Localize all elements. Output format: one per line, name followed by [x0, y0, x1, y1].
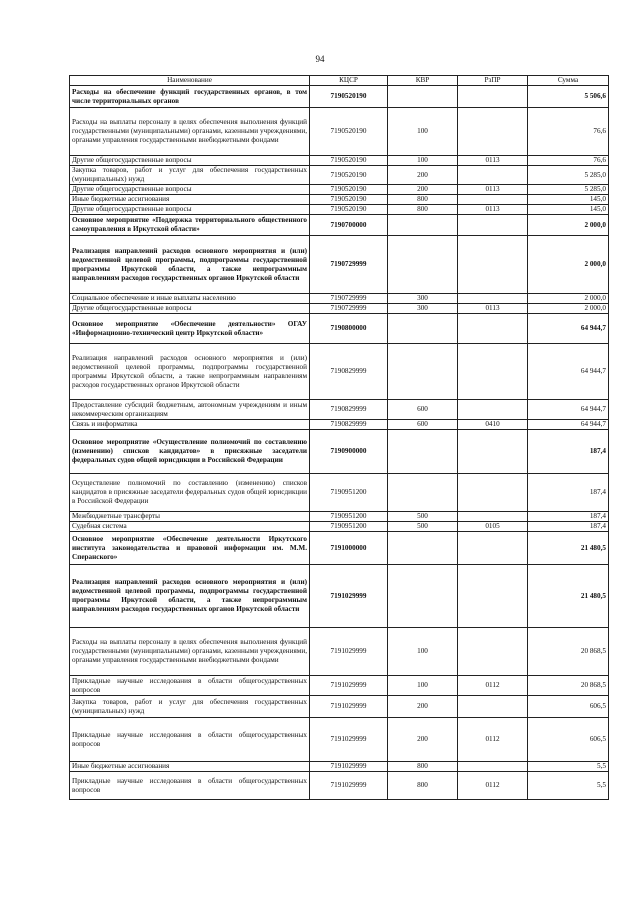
- cell-name: Расходы на выплаты персоналу в целях обеспечения выполнения функций государственными (муниципальными) органами, казенными учреждениями, органами управления государственными внебюджетными фондами: [70, 108, 310, 156]
- table-row: [70, 108, 609, 156]
- cell-name: Межбюджетные трансферты: [70, 512, 310, 522]
- cell-rzpr: [458, 294, 528, 304]
- cell-sum: 76,6: [528, 156, 609, 166]
- cell-kcsr: 7191029999: [310, 696, 388, 718]
- cell-kvr: 600: [388, 420, 458, 430]
- cell-sum: 2 000,0: [528, 236, 609, 294]
- cell-kcsr: 7190800000: [310, 314, 388, 344]
- cell-sum: 187,4: [528, 474, 609, 512]
- cell-sum: 187,4: [528, 430, 609, 474]
- cell-kcsr: 7190729999: [310, 304, 388, 314]
- cell-name: Иные бюджетные ассигнования: [70, 762, 310, 772]
- cell-rzpr: [458, 474, 528, 512]
- cell-name: Иные бюджетные ассигнования: [70, 195, 310, 205]
- cell-name: Осуществление полномочий по составлению (изменению) списков кандидатов в присяжные заседатели федеральных судов общей юрисдикции в Российской Федерации: [70, 474, 310, 512]
- table-row: [70, 420, 609, 430]
- table-row: [70, 344, 609, 400]
- cell-kvr: 200: [388, 718, 458, 762]
- cell-kcsr: 7190520190: [310, 166, 388, 185]
- cell-kcsr: 7190829999: [310, 400, 388, 420]
- cell-sum: 187,4: [528, 512, 609, 522]
- cell-rzpr: [458, 215, 528, 236]
- cell-kvr: 200: [388, 696, 458, 718]
- cell-name: Расходы на обеспечение функций государственных органов, в том числе территориальных органов: [70, 86, 310, 108]
- cell-rzpr: [458, 86, 528, 108]
- cell-sum: 5,5: [528, 762, 609, 772]
- cell-sum: 5 285,0: [528, 166, 609, 185]
- cell-kvr: 600: [388, 400, 458, 420]
- table-row: [70, 696, 609, 718]
- cell-sum: 145,0: [528, 195, 609, 205]
- cell-kcsr: 7190951200: [310, 522, 388, 532]
- table-row: [70, 522, 609, 532]
- cell-rzpr: [458, 108, 528, 156]
- cell-rzpr: [458, 236, 528, 294]
- cell-kvr: 100: [388, 108, 458, 156]
- cell-name: Социальное обеспечение и иные выплаты населению: [70, 294, 310, 304]
- cell-name: Основное мероприятие «Обеспечение деятельности» ОГАУ «Информационно-технический центр Иркутской области»: [70, 314, 310, 344]
- cell-kcsr: 7191029999: [310, 762, 388, 772]
- table-row: [70, 762, 609, 772]
- cell-rzpr: [458, 195, 528, 205]
- table-row: [70, 205, 609, 215]
- table-row: [70, 772, 609, 800]
- cell-sum: 21 480,5: [528, 532, 609, 565]
- cell-sum: 145,0: [528, 205, 609, 215]
- cell-rzpr: [458, 314, 528, 344]
- cell-kvr: 200: [388, 166, 458, 185]
- cell-kvr: [388, 344, 458, 400]
- table-row: [70, 215, 609, 236]
- cell-name: Связь и информатика: [70, 420, 310, 430]
- col-header-kcsr: КЦСР: [310, 76, 388, 86]
- cell-kcsr: 7190520190: [310, 205, 388, 215]
- cell-name: Другие общегосударственные вопросы: [70, 185, 310, 195]
- cell-sum: 64 944,7: [528, 400, 609, 420]
- table-row: [70, 195, 609, 205]
- table-row: [70, 304, 609, 314]
- cell-sum: 21 480,5: [528, 565, 609, 628]
- cell-name: Основное мероприятие «Осуществление полномочий по составлению (изменению) списков кандидатов» в присяжные заседатели федеральных судов общей юрисдикции в Российской Федерации: [70, 430, 310, 474]
- cell-rzpr: [458, 166, 528, 185]
- cell-kvr: 800: [388, 205, 458, 215]
- cell-sum: 76,6: [528, 108, 609, 156]
- cell-sum: 2 000,0: [528, 215, 609, 236]
- cell-sum: 606,5: [528, 718, 609, 762]
- cell-name: Другие общегосударственные вопросы: [70, 304, 310, 314]
- cell-kcsr: 7190700000: [310, 215, 388, 236]
- cell-sum: 64 944,7: [528, 420, 609, 430]
- cell-kvr: [388, 215, 458, 236]
- table-row: [70, 166, 609, 185]
- cell-kcsr: 7191029999: [310, 718, 388, 762]
- cell-rzpr: [458, 512, 528, 522]
- cell-sum: 20 868,5: [528, 628, 609, 676]
- page-number: 94: [315, 54, 325, 64]
- cell-name: Прикладные научные исследования в области общегосударственных вопросов: [70, 718, 310, 762]
- cell-name: Реализация направлений расходов основного мероприятия и (или) ведомственной целевой программы, подпрограммы государственной программы Иркутской области, а также непрограммным направлениям расходов государственных органов Иркутской области: [70, 344, 310, 400]
- cell-name: Предоставление субсидий бюджетным, автономным учреждениям и иным некоммерческим организациям: [70, 400, 310, 420]
- cell-name: Основное мероприятие «Обеспечение деятельности Иркутского института законодательства и правовой информации им. М.М. Сперанского»: [70, 532, 310, 565]
- cell-name: Закупка товаров, работ и услуг для обеспечения государственных (муниципальных) нужд: [70, 696, 310, 718]
- cell-kcsr: 7191029999: [310, 565, 388, 628]
- cell-kvr: 100: [388, 156, 458, 166]
- cell-rzpr: [458, 430, 528, 474]
- cell-kvr: 500: [388, 512, 458, 522]
- cell-name: Расходы на выплаты персоналу в целях обеспечения выполнения функций государственными (муниципальными) органами, казенными учреждениями, органами управления государственными внебюджетными фондами: [70, 628, 310, 676]
- cell-rzpr: [458, 400, 528, 420]
- cell-kcsr: 7191029999: [310, 772, 388, 800]
- cell-kvr: [388, 314, 458, 344]
- cell-rzpr: [458, 628, 528, 676]
- cell-rzpr: [458, 344, 528, 400]
- table-row: [70, 565, 609, 628]
- table-body: [70, 86, 609, 800]
- table-row: [70, 718, 609, 762]
- cell-kcsr: 7190829999: [310, 344, 388, 400]
- cell-rzpr: 0113: [458, 304, 528, 314]
- table-row: [70, 474, 609, 512]
- cell-rzpr: 0112: [458, 676, 528, 696]
- table-row: [70, 400, 609, 420]
- cell-sum: 2 000,0: [528, 304, 609, 314]
- cell-rzpr: 0410: [458, 420, 528, 430]
- cell-kvr: [388, 236, 458, 294]
- cell-kvr: 800: [388, 195, 458, 205]
- cell-rzpr: 0112: [458, 772, 528, 800]
- table-row: [70, 676, 609, 696]
- cell-sum: 5,5: [528, 772, 609, 800]
- table-row: [70, 512, 609, 522]
- cell-kcsr: 7190729999: [310, 236, 388, 294]
- table-row: [70, 236, 609, 294]
- cell-name: Реализация направлений расходов основного мероприятия и (или) ведомственной целевой программы, подпрограммы государственной программы Иркутской области, а также непрограммным направлениям расходов государственных органов Иркутской области: [70, 236, 310, 294]
- table-row: [70, 294, 609, 304]
- cell-sum: 606,5: [528, 696, 609, 718]
- cell-kcsr: 7190520190: [310, 156, 388, 166]
- cell-kvr: 800: [388, 772, 458, 800]
- table-row: [70, 156, 609, 166]
- cell-kvr: 300: [388, 304, 458, 314]
- cell-kcsr: 7191000000: [310, 532, 388, 565]
- cell-kcsr: 7190829999: [310, 420, 388, 430]
- cell-name: Основное мероприятие «Поддержка территориального общественного самоуправления в Иркутской области»: [70, 215, 310, 236]
- cell-rzpr: [458, 532, 528, 565]
- cell-name: Судебная система: [70, 522, 310, 532]
- cell-name: Другие общегосударственные вопросы: [70, 156, 310, 166]
- table-row: [70, 314, 609, 344]
- cell-kvr: [388, 532, 458, 565]
- cell-kvr: 100: [388, 628, 458, 676]
- cell-kcsr: 7190520190: [310, 185, 388, 195]
- cell-name: Прикладные научные исследования в области общегосударственных вопросов: [70, 676, 310, 696]
- cell-sum: 64 944,7: [528, 314, 609, 344]
- cell-rzpr: 0113: [458, 185, 528, 195]
- cell-kcsr: 7190900000: [310, 430, 388, 474]
- cell-rzpr: 0105: [458, 522, 528, 532]
- cell-kvr: [388, 474, 458, 512]
- col-header-kvr: КВР: [388, 76, 458, 86]
- cell-sum: 20 868,5: [528, 676, 609, 696]
- cell-kvr: 500: [388, 522, 458, 532]
- table-row: [70, 628, 609, 676]
- col-header-sum: Сумма: [528, 76, 609, 86]
- cell-name: Прикладные научные исследования в области общегосударственных вопросов: [70, 772, 310, 800]
- cell-rzpr: 0113: [458, 205, 528, 215]
- cell-kvr: 300: [388, 294, 458, 304]
- cell-name: Реализация направлений расходов основного мероприятия и (или) ведомственной целевой программы, подпрограммы государственной программы Иркутской области, а также непрограммным направлениям расходов государственных органов Иркутской области: [70, 565, 310, 628]
- cell-rzpr: [458, 565, 528, 628]
- cell-name: Другие общегосударственные вопросы: [70, 205, 310, 215]
- col-header-rzpr: РзПР: [458, 76, 528, 86]
- col-header-name: Наименование: [70, 76, 310, 86]
- cell-rzpr: 0113: [458, 156, 528, 166]
- table-row: [70, 532, 609, 565]
- cell-kvr: [388, 86, 458, 108]
- cell-kcsr: 7190520190: [310, 108, 388, 156]
- cell-rzpr: 0112: [458, 718, 528, 762]
- table-row: [70, 430, 609, 474]
- cell-kvr: 200: [388, 185, 458, 195]
- table-row: [70, 86, 609, 108]
- cell-kcsr: 7190951200: [310, 474, 388, 512]
- cell-sum: 5 285,0: [528, 185, 609, 195]
- budget-table: [69, 75, 609, 800]
- cell-kcsr: 7191029999: [310, 628, 388, 676]
- cell-rzpr: [458, 696, 528, 718]
- cell-kvr: [388, 565, 458, 628]
- cell-kcsr: 7190520190: [310, 195, 388, 205]
- cell-kcsr: 7190520190: [310, 86, 388, 108]
- cell-kvr: 800: [388, 762, 458, 772]
- cell-kvr: 100: [388, 676, 458, 696]
- cell-sum: 2 000,0: [528, 294, 609, 304]
- cell-kvr: [388, 430, 458, 474]
- table-header: [70, 76, 609, 86]
- cell-kcsr: 7190729999: [310, 294, 388, 304]
- cell-rzpr: [458, 762, 528, 772]
- table-row: [70, 185, 609, 195]
- cell-sum: 64 944,7: [528, 344, 609, 400]
- cell-sum: 5 506,6: [528, 86, 609, 108]
- cell-kcsr: 7190951200: [310, 512, 388, 522]
- cell-name: Закупка товаров, работ и услуг для обеспечения государственных (муниципальных) нужд: [70, 166, 310, 185]
- cell-sum: 187,4: [528, 522, 609, 532]
- cell-kcsr: 7191029999: [310, 676, 388, 696]
